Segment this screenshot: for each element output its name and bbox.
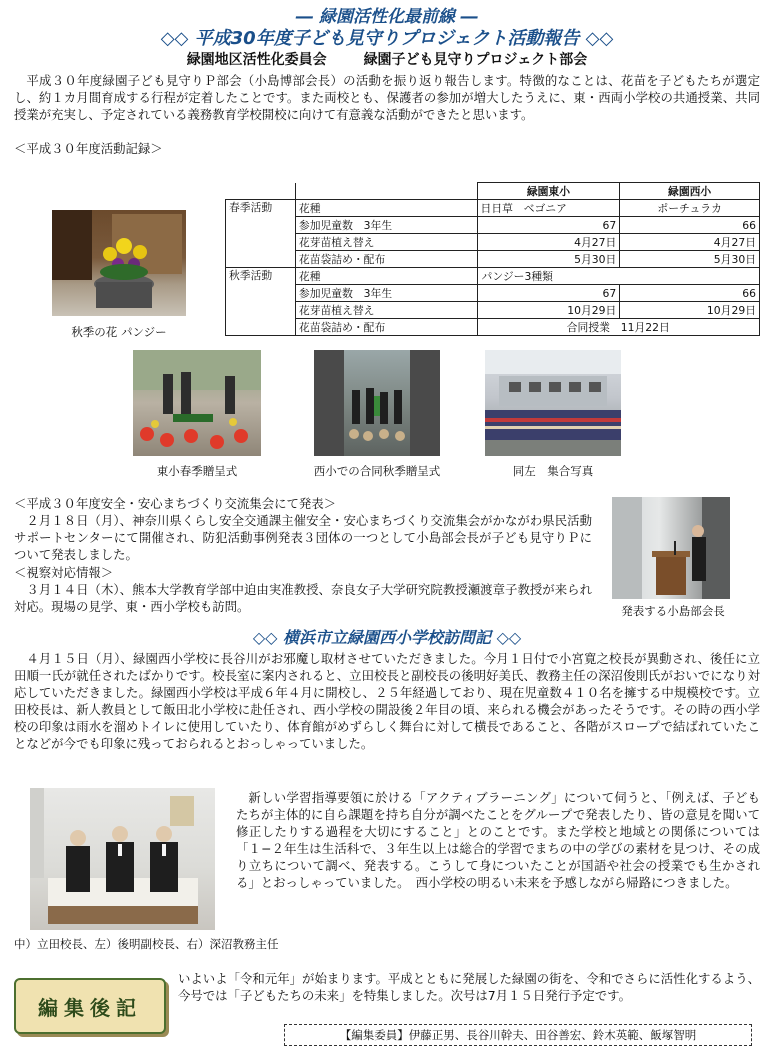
cell: 67: [477, 285, 620, 302]
cell: 66: [620, 217, 760, 234]
staff-photo: [30, 788, 215, 930]
safety-text: ２月１８日（月）、神奈川県くらし安全交通課主催安全・安心まちづくり交流集会がかながわ県民活動サポートセンターにて開催され、防犯活動事例発表３団体の一つとして小島部会長が子ども見守りＰについて発表しました。: [14, 513, 592, 562]
cell: 4月27日: [620, 234, 760, 251]
cell: 合同授業 11月22日: [477, 319, 759, 336]
table-row: [226, 285, 760, 302]
caption-speaker: 発表する小島部会長: [621, 604, 725, 618]
school-visit-title: ◇◇ 横浜市立緑園西小学校訪問記 ◇◇: [252, 628, 522, 647]
table-header-row: [226, 183, 760, 200]
school-visit-paragraph-1: ４月１５日（月）、緑園西小学校に長谷川がお邪魔し取材させていただきました。今月１日付で小宮寛之校長が異動され、後任に立田順一氏が就任されたばかりです。校長室に案内されると、立田校長と副校長の後明好美氏、教務主任の深沼俊則氏がおいでになり対応していただきました。緑園西小学校は平成６年４月に開校し、２５年経過しており、現在児童数４１０名を擁する中規模校です。立田校長は、新人教員として飯田北小学校に赴任され、西小学校の開設後２年目の頃、来られる機会があったそうです。その時の西小学校の印象は雨水を溜めトイレに使用していたり、体育館がめずらしく舞台に対して横長であること、各階がスロープで結ばれていたことなどが今でも印象に残っておられるとおっしゃっていました。: [14, 651, 760, 751]
cell: 67: [477, 217, 620, 234]
row-label: 花苗袋詰め・配布: [295, 319, 477, 336]
spring-label: 春季活動: [226, 200, 296, 268]
cell: パンジー3種類: [477, 268, 759, 285]
caption-pansy: 秋季の花 パンジー: [71, 325, 167, 339]
row-label: 花芽苗植え替え: [295, 234, 477, 251]
cell: ポーチュラカ: [620, 200, 760, 217]
cell: 66: [620, 285, 760, 302]
autumn-label: 秋季活動: [226, 268, 296, 336]
row-label: 花種: [295, 200, 477, 217]
cell: 日日草 ベゴニア: [477, 200, 620, 217]
editorial-badge: 編集後記: [14, 978, 166, 1034]
group-photo: [485, 350, 621, 456]
row-label: 花芽苗植え替え: [295, 302, 477, 319]
school-visit-paragraph-2: 新しい学習指導要領に於ける「アクティブラーニング」について伺うと、「例えば、子どもたちが主体的に自ら課題を持ち自分が調べたことをグループで発表したり、皆の意見を聞いて修正したりする過程を大切にすること」とのことです。また学校と地域との関係については「１−２年生は生活科で、３年生以上は総合的学習でまちの中の学びの素材を見つけ、その成り立ちについて調べ、発表する。こうして身についたことが国語や社会の授業でも生かされる」とおっしゃっていました。 西小学校の明るい未来を予感しながら帰路につきました。: [236, 790, 760, 890]
section-kicker: ― 緑園活性化最前線 ―: [296, 7, 478, 27]
records-label: ＜平成３０年度活動記録＞: [14, 141, 163, 156]
cell: 4月27日: [477, 234, 620, 251]
table-row: [226, 200, 760, 217]
table-row: [226, 251, 760, 268]
cell: 10月29日: [620, 302, 760, 319]
cell: 10月29日: [477, 302, 620, 319]
organizations: [0, 49, 774, 69]
row-label: 花苗袋詰め・配布: [295, 251, 477, 268]
intro-paragraph: 平成３０年度緑園子ども見守りＰ部会（小島博部会長）の活動を振り返り報告します。特徴的なことは、花苗を子どもたちが選定し、約１カ月間育成する行程が定着したことです。また両校とも、保護者の参加が増大したうえに、東・西両小学校の共通授業、共同授業が充実し、予定されている義務教育学校開校に向けて有意義な活動ができたと思います。: [14, 73, 760, 122]
caption-staff: 中）立田校長、左）後明副校長、右）深沼教務主任: [14, 937, 279, 951]
activity-table: [225, 182, 760, 336]
col-west: 緑園西小: [620, 183, 760, 200]
table-row: [226, 217, 760, 234]
editorial-text: いよいよ「令和元年」が始まります。平成とともに発展した緑園の街を、令和でさらに活性化するよう、今号では「子どもたちの未来」を特集しました。次号は7月１５日発行予定です。: [178, 971, 760, 1003]
visit-info-label: ＜視察対応情報＞: [14, 565, 114, 580]
col-east: 緑園東小: [477, 183, 620, 200]
editorial-members: 【編集委員】伊藤正男、長谷川幹夫、田谷善宏、鈴木英範、飯塚智明: [284, 1024, 752, 1046]
speaker-photo: [612, 497, 730, 599]
pansy-photo: [52, 210, 186, 316]
table-row: [226, 234, 760, 251]
table-row: [226, 268, 760, 285]
caption-east-ceremony: 東小春季贈呈式: [156, 464, 238, 478]
row-label: 参加児童数 3年生: [295, 217, 477, 234]
visit-info-text: ３月１４日（木）、熊本大学教育学部中迫由実准教授、奈良女子大学研究院教授瀬渡章子教授が来られ対応。現場の見学、東・西小学校も訪問。: [14, 582, 592, 614]
caption-west-ceremony: 西小での合同秋季贈呈式: [313, 464, 441, 478]
west-ceremony-photo: [314, 350, 440, 456]
table-row: [226, 319, 760, 336]
org-project: 緑園子ども見守りプロジェクト部会: [363, 52, 588, 68]
row-label: 花種: [295, 268, 477, 285]
cell: 5月30日: [620, 251, 760, 268]
table-row: [226, 302, 760, 319]
cell: 5月30日: [477, 251, 620, 268]
report-title: ◇◇ 平成30年度子ども見守りプロジェクト活動報告 ◇◇: [160, 28, 614, 49]
safety-label: ＜平成３０年度安全・安心まちづくり交流集会にて発表＞: [14, 496, 337, 511]
row-label: 参加児童数 3年生: [295, 285, 477, 302]
caption-group-photo: 同左 集合写真: [512, 464, 594, 478]
east-ceremony-photo: [133, 350, 261, 456]
org-committee: 緑園地区活性化委員会: [186, 52, 327, 68]
